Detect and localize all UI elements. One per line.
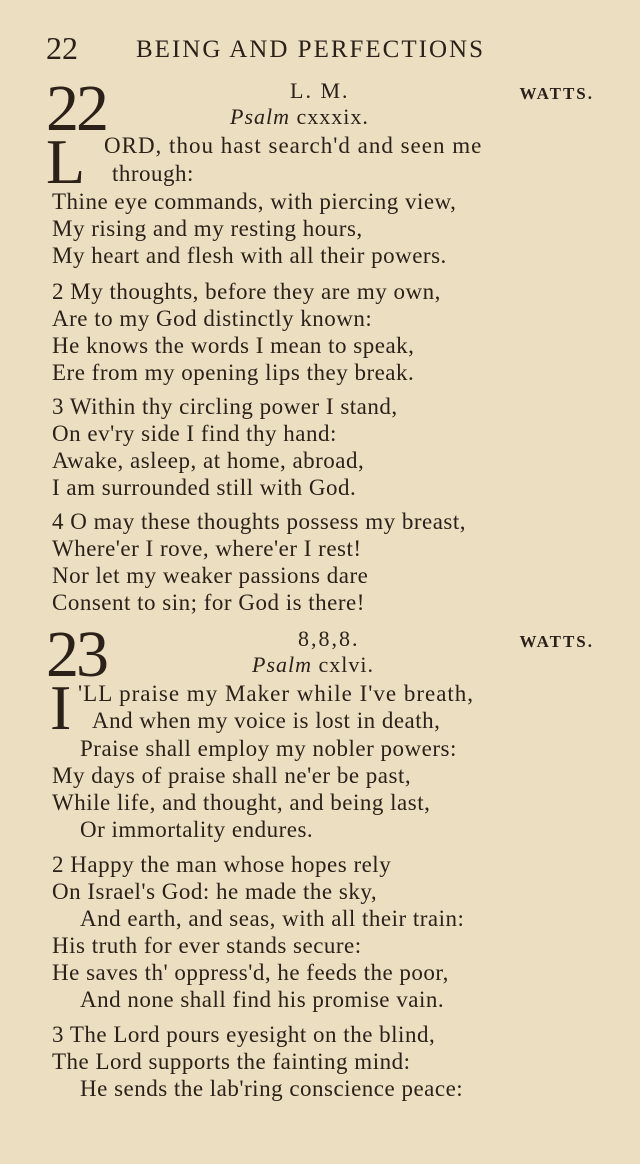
- verse-line: Or immortality endures.: [80, 817, 314, 842]
- psalm-reference: [230, 104, 369, 130]
- page-header: [46, 30, 600, 66]
- verse-line: I am surrounded still with God.: [52, 475, 357, 500]
- verse-line: He knows the words I mean to speak,: [52, 333, 415, 358]
- verse-line: 2 My thoughts, before they are my own,: [52, 279, 441, 304]
- verse-line: Are to my God distinctly known:: [52, 306, 373, 331]
- hymn-author: WATTS.: [519, 84, 594, 103]
- verse-line: 3 Within thy circling power I stand,: [52, 394, 398, 419]
- psalm-number: cxxxix.: [296, 104, 369, 129]
- page-number: 22: [46, 30, 78, 66]
- verse-line: And earth, and seas, with all their train:: [80, 906, 465, 931]
- verse-line: The Lord supports the fainting mind:: [52, 1049, 411, 1074]
- verse-line: My rising and my resting hours,: [52, 216, 363, 241]
- verse-line: through:: [112, 161, 194, 186]
- running-title: BEING AND PERFECTIONS: [136, 36, 485, 63]
- verse-line: 4 O may these thoughts possess my breast,: [52, 509, 467, 534]
- verse-line: Ere from my opening lips they break.: [52, 360, 415, 385]
- verse-line: My days of praise shall ne'er be past,: [52, 763, 412, 788]
- verse-line: Where'er I rove, where'er I rest!: [52, 536, 362, 561]
- verse-line: And none shall find his promise vain.: [80, 987, 445, 1012]
- verse-line: My heart and flesh with all their powers.: [52, 243, 447, 268]
- verse-line: ORD, thou hast search'd and seen me: [104, 133, 483, 158]
- verse-line: 'LL praise my Maker while I've breath,: [78, 681, 475, 706]
- hymn-number: 23: [46, 618, 106, 691]
- verse-line: Thine eye commands, with piercing view,: [52, 189, 457, 214]
- psalm-reference: [252, 652, 374, 678]
- psalm-label: Psalm: [252, 652, 312, 677]
- psalm-number: cxlvi.: [318, 652, 374, 677]
- verse-line: His truth for ever stands secure:: [52, 933, 362, 958]
- verse-line: Awake, asleep, at home, abroad,: [52, 448, 365, 473]
- verse-line: He saves th' oppress'd, he feeds the poor,: [52, 960, 449, 985]
- verse-line: He sends the lab'ring conscience peace:: [80, 1076, 464, 1101]
- verse-line: While life, and thought, and being last,: [52, 790, 431, 815]
- verse-line: Nor let my weaker passions dare: [52, 563, 369, 588]
- verse-line: And when my voice is lost in death,: [92, 708, 441, 733]
- hymn-number: 22: [46, 72, 106, 145]
- psalm-label: Psalm: [230, 104, 290, 129]
- hymn-author: WATTS.: [519, 632, 594, 651]
- verse-line: 3 The Lord pours eyesight on the blind,: [52, 1022, 436, 1047]
- verse-line: 2 Happy the man whose hopes rely: [52, 852, 392, 877]
- verse-line: On Israel's God: he made the sky,: [52, 879, 378, 904]
- hymn-meter: 8,8,8.: [298, 626, 360, 651]
- verse-line: Praise shall employ my nobler powers:: [80, 736, 457, 761]
- verse-line: Consent to sin; for God is there!: [52, 590, 365, 615]
- verse-line: On ev'ry side I find thy hand:: [52, 421, 337, 446]
- hymn-meter: L. M.: [290, 78, 350, 103]
- drop-cap: I: [50, 672, 72, 743]
- drop-cap: L: [46, 126, 86, 197]
